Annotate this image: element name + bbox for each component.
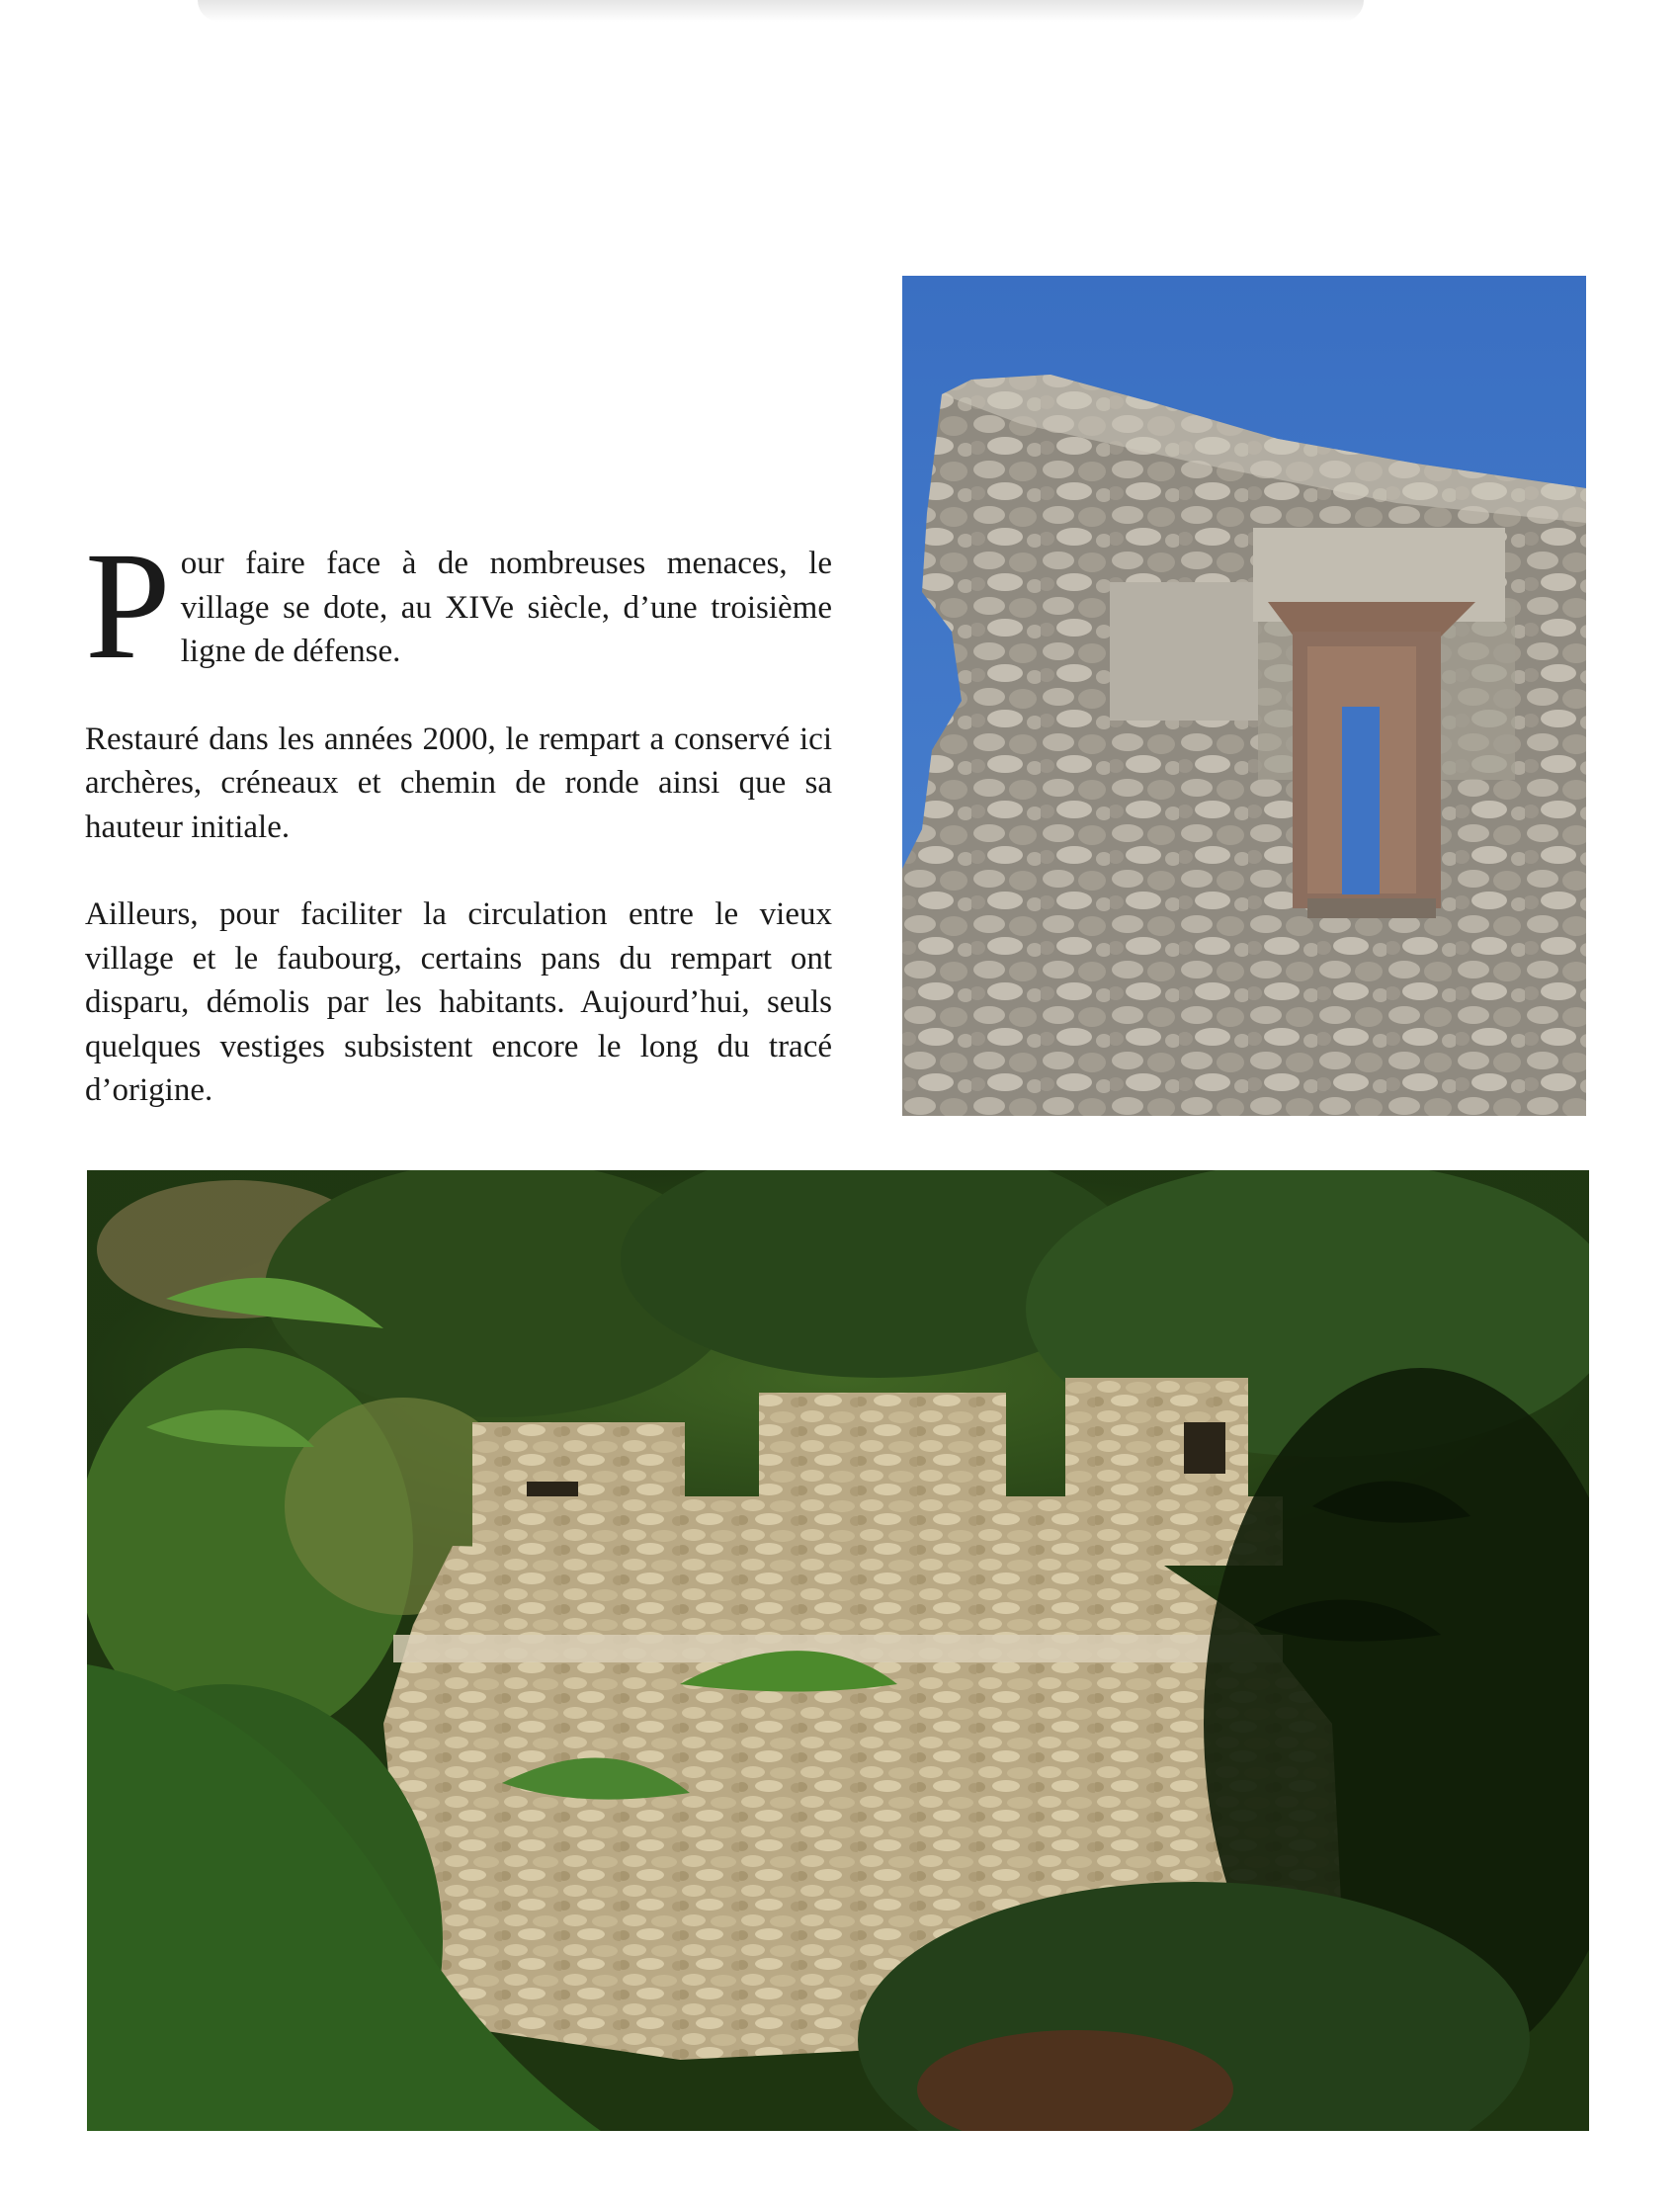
paragraph-1-text: our faire face à de nombreuses menaces, le village se dote, au XIVe siècle, d’une troisième ligne de défense.: [180, 546, 832, 669]
article-text: [85, 520, 832, 1156]
rampart-arrowslit-illustration: [902, 276, 1586, 1116]
paragraph-2: Restauré dans les années 2000, le rempart a conservé ici archères, créneaux et chemin de ronde ainsi que sa hauteur initiale.: [85, 721, 832, 845]
paragraph-3: Ailleurs, pour faciliter la circulation entre le vieux village et le faubourg, certains pans du rempart ont disparu, démolis par les habitants. Aujourd’hui, seuls quelques vestiges subsistent encore le long du tracé d’origine.: [85, 896, 832, 1108]
rampart-battlements-illustration: [87, 1170, 1589, 2131]
drop-cap: P: [85, 520, 171, 691]
paragraph-1: [85, 520, 832, 691]
rampart-battlements-photo: [87, 1170, 1589, 2131]
page-top-shadow: [198, 0, 1364, 22]
rampart-arrowslit-photo: [902, 276, 1586, 1116]
